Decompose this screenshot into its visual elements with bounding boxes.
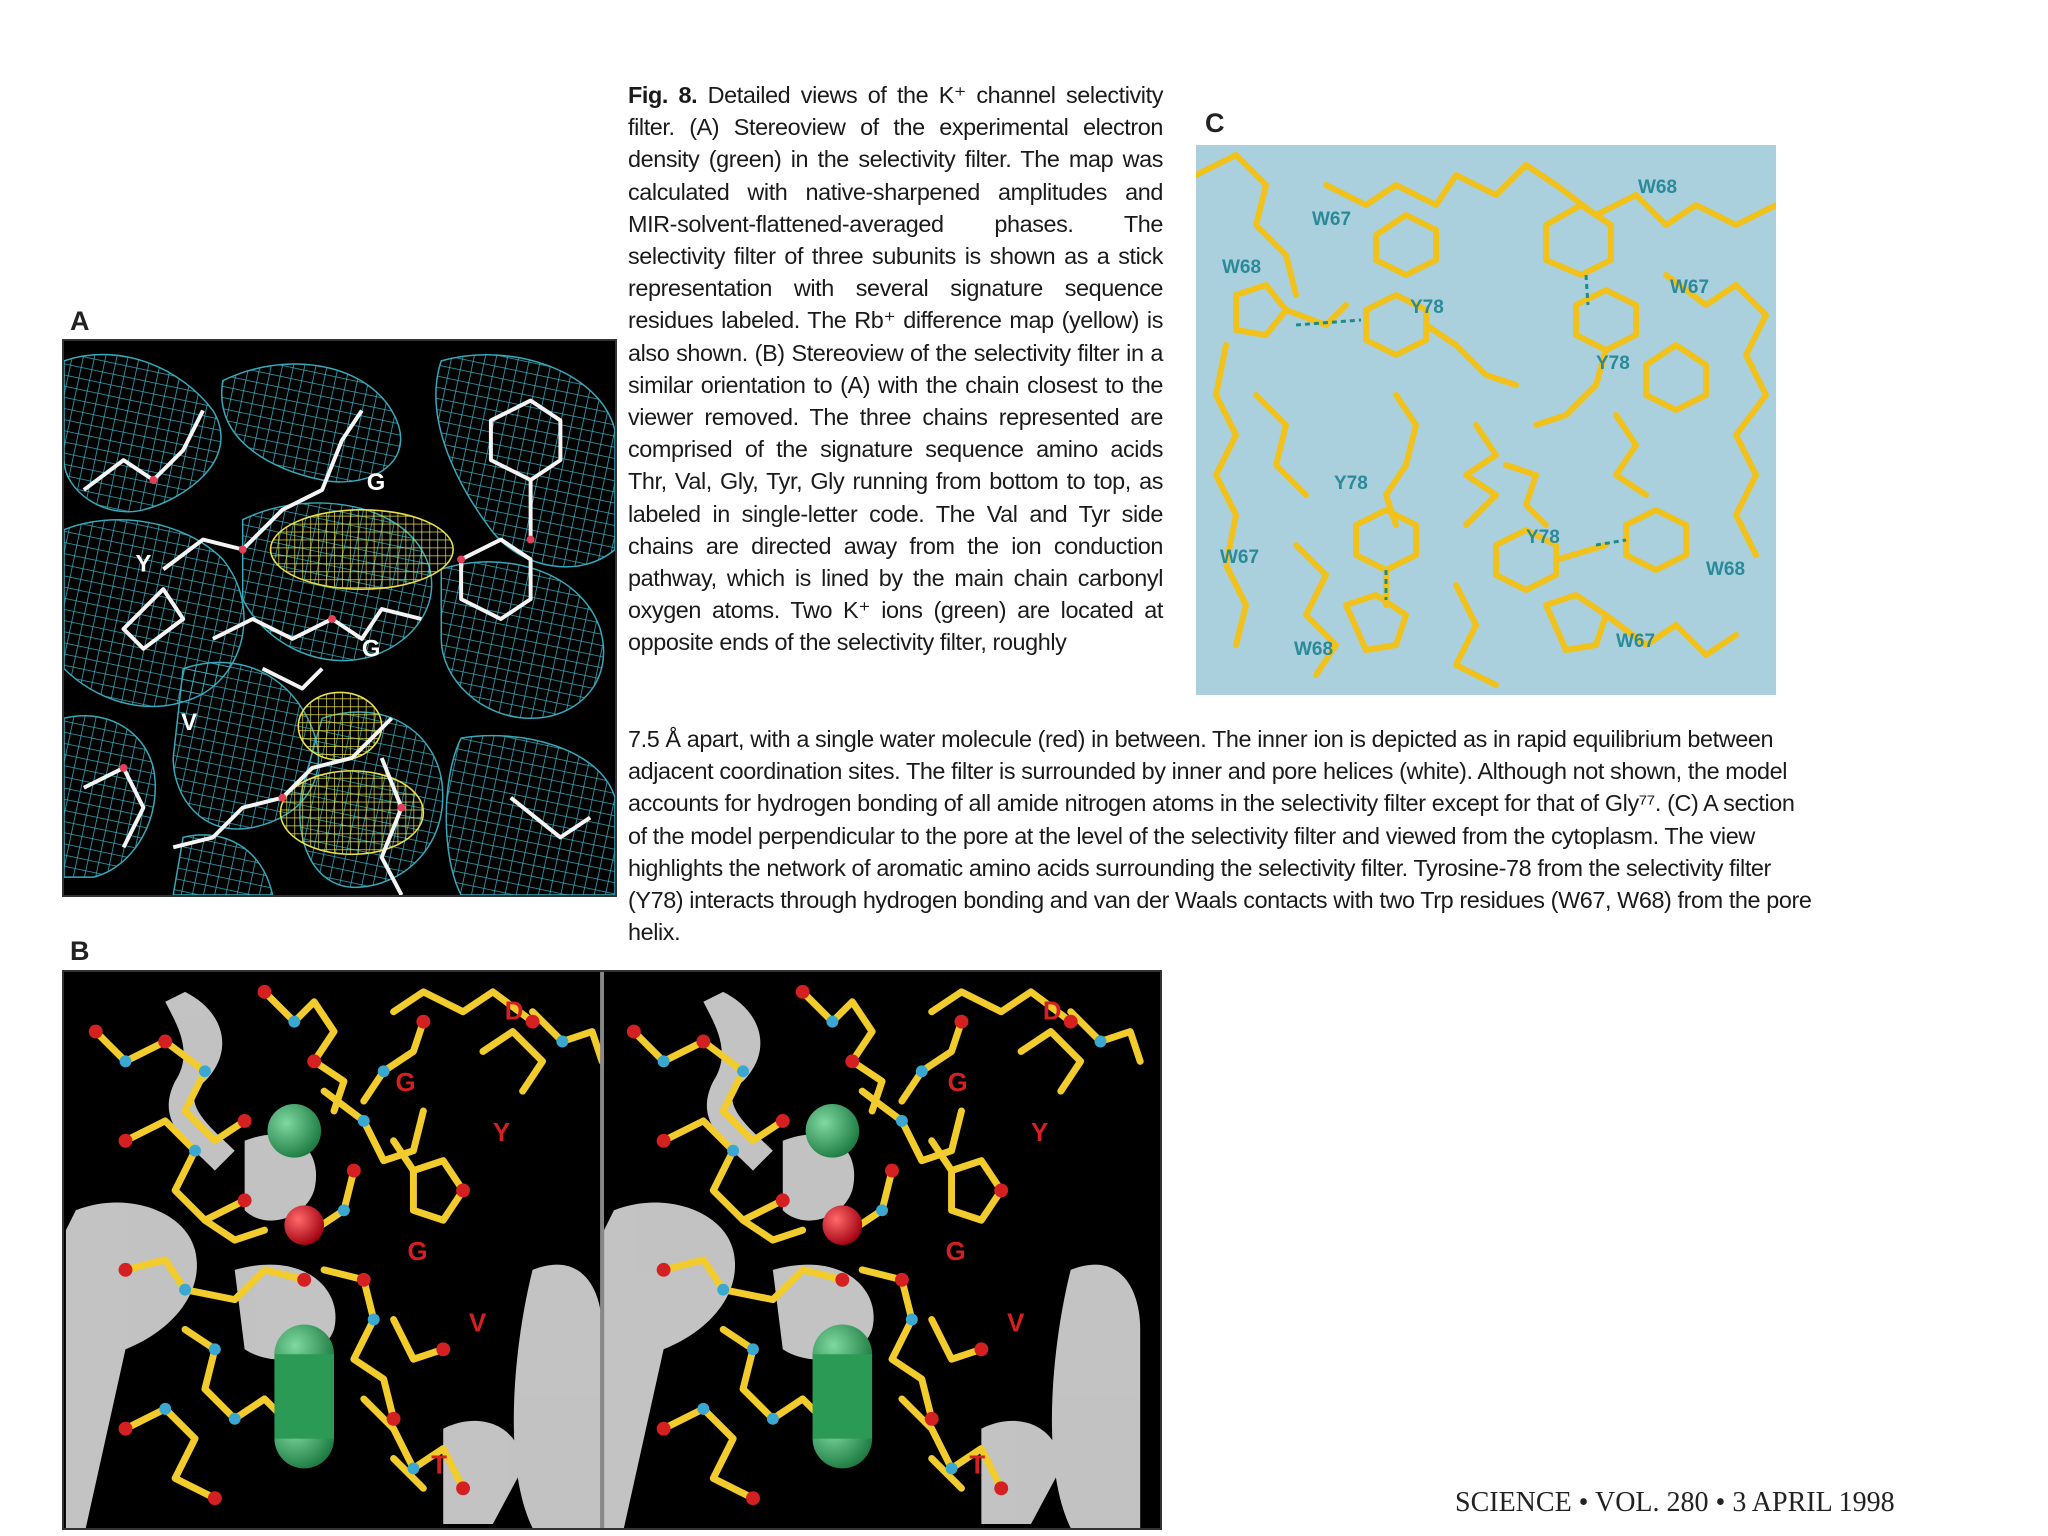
residue-label-t-right: T bbox=[969, 1451, 986, 1480]
panel-label-b: B bbox=[70, 936, 90, 966]
residue-label-d-left: D bbox=[504, 997, 524, 1026]
panel-a-electron-density bbox=[62, 339, 617, 897]
figure-caption-continuation bbox=[628, 723, 1818, 948]
panel-c-figure bbox=[1196, 145, 1776, 695]
residue-label-w67-top: W67 bbox=[1312, 209, 1352, 230]
figure-number: Fig. 8. bbox=[628, 82, 698, 108]
residue-label-y78-bottom: Y78 bbox=[1526, 527, 1560, 548]
residue-label-d-right: D bbox=[1042, 997, 1062, 1026]
figure-caption-column bbox=[628, 79, 1163, 659]
residue-label-w68-left: W68 bbox=[1222, 257, 1262, 278]
journal-footer: SCIENCE • VOL. 280 • 3 APRIL 1998 bbox=[1455, 1487, 1895, 1518]
residue-label-w67-bottom: W67 bbox=[1616, 631, 1656, 652]
caption-text-bottom: 7.5 Å apart, with a single water molecule (red) in between. The inner ion is depicted as in rapid equilibrium between adjacent coordination sites. The filter is surrounded by inner and pore helices (white). Although not shown, the model accounts for hydrogen bonding of all amide nitrogen atoms in the selectivity filter except for that of Gly⁷⁷. (C) A section of the model perpendicular to the pore at the level of the selectivity filter and viewed from the cytoplasm. The view highlights the network of aromatic amino acids surrounding the selectivity filter. Tyrosine-78 from the selectivity filter (Y78) interacts through hydrogen bonding and van der Waals contacts with two Trp residues (W67, W68) from the pore helix. bbox=[628, 726, 1812, 946]
residue-label-y-right: Y bbox=[1030, 1118, 1049, 1147]
residue-label-w67-left: W67 bbox=[1220, 547, 1260, 568]
residue-label-y78-right: Y78 bbox=[1596, 353, 1630, 374]
residue-label-w67-right: W67 bbox=[1670, 277, 1710, 298]
residue-label-g-lower: G bbox=[361, 635, 381, 663]
residue-label-y78-top: Y78 bbox=[1410, 297, 1444, 318]
residue-label-t-left: T bbox=[431, 1451, 448, 1480]
residue-label-g-lower-left: G bbox=[407, 1237, 428, 1266]
panel-a-figure bbox=[64, 341, 615, 895]
residue-label-w68-right: W68 bbox=[1706, 559, 1746, 580]
panel-b-stereoview bbox=[62, 970, 1162, 1530]
residue-label-v-right: V bbox=[1007, 1309, 1025, 1338]
panel-b-figure bbox=[64, 972, 1160, 1528]
residue-label-g-upper-right: G bbox=[947, 1069, 968, 1098]
residue-label-w68-top: W68 bbox=[1638, 177, 1678, 198]
residue-label-v-left: V bbox=[469, 1309, 487, 1338]
residue-label-g-upper: G bbox=[366, 468, 386, 496]
panel-label-c: C bbox=[1205, 108, 1225, 138]
residue-label-g-lower-right: G bbox=[945, 1237, 966, 1266]
panel-c-aromatic-network bbox=[1196, 145, 1776, 695]
caption-text-top: Detailed views of the K⁺ channel selectivity filter. (A) Stereoview of the experimental electron density (green) in the selectivity filter. The map was calculated with native-sharpened amplitudes and MIR-solvent-flattened-averaged phases. The selectivity filter of three subunits is shown as a stick representation with several signature sequence residues labeled. The Rb⁺ difference map (yellow) is also shown. (B) Stereoview of the selectivity filter in a similar orientation to (A) with the chain closest to the viewer removed. The three chains represented are comprised of the signature sequence amino acids Thr, Val, Gly, Tyr, Gly running from bottom to top, as labeled in single-letter code. The Val and Tyr side chains are directed away from the ion conduction pathway, which is lined by the main chain carbonyl oxygen atoms. Two K⁺ ions (green) are located at opposite ends of the selectivity filter, roughly bbox=[628, 82, 1163, 656]
residue-label-y-left: Y bbox=[492, 1118, 511, 1147]
residue-label-g-upper-left: G bbox=[395, 1069, 416, 1098]
residue-label-w68-bottom: W68 bbox=[1294, 639, 1334, 660]
panel-label-a: A bbox=[70, 306, 90, 336]
residue-label-y78-left: Y78 bbox=[1334, 473, 1368, 494]
residue-label-v: V bbox=[181, 709, 198, 737]
residue-label-y: Y bbox=[135, 550, 152, 578]
